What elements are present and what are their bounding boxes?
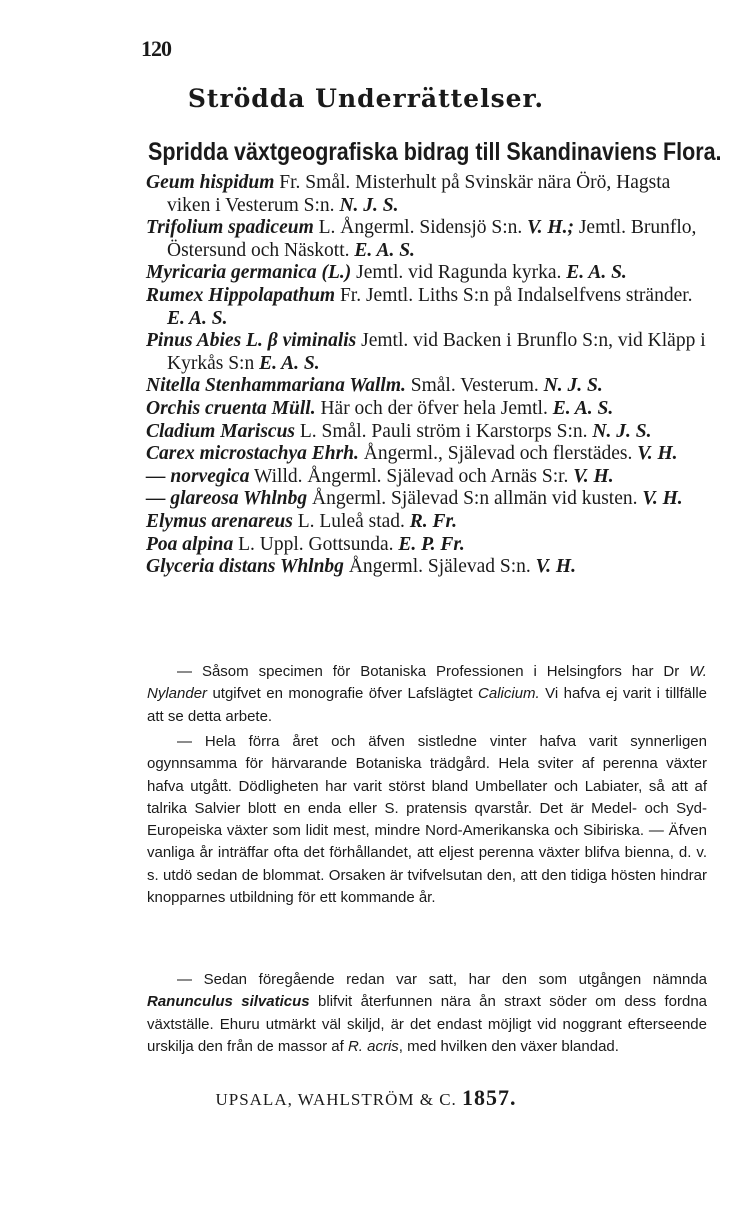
species-name: — norvegica bbox=[146, 465, 250, 487]
note-paragraph: — Såsom specimen för Botaniska Professionen i Helsingfors har Dr W. Nylander utgifvet en monografie öfver Lafslägtet Calicium. Vi hafva ej varit i tillfälle att se detta arbete. bbox=[147, 663, 708, 725]
collector-signature: N. J. S. bbox=[592, 420, 652, 442]
note-paragraph: — Sedan föregående redan var satt, har den som utgången nämnda Ranunculus silvaticus blifvit återfunnen nära ån straxt söder om dess fordna växtställe. Ehuru utmärkt väl skiljd, är det endast möjligt vid noggrant efterseende urskilja den från de massor af R. acris, med hvilken den växer blandad. bbox=[147, 971, 707, 1055]
locality: L. Luleå stad. bbox=[297, 510, 405, 532]
species-name: Glyceria distans Whlnbg bbox=[146, 556, 344, 578]
locality: L. Ångerml. Sidensjö S:n. bbox=[318, 217, 523, 239]
species-name: Nitella Stenhammariana Wallm. bbox=[146, 375, 406, 397]
note-botanical-garden bbox=[147, 731, 707, 909]
species-name: Poa alpina bbox=[146, 533, 234, 555]
genus-name: Calicium. bbox=[478, 685, 540, 703]
collector-signature: E. A. S. bbox=[259, 352, 320, 374]
species-entry bbox=[146, 262, 706, 285]
section-heading: Strödda Underrättelser. bbox=[187, 84, 545, 113]
species-list bbox=[146, 172, 706, 579]
collector-signature: V. H. bbox=[642, 488, 683, 510]
imprint-year: 1857. bbox=[462, 1085, 517, 1110]
species-name: Pinus Abies L. β viminalis bbox=[146, 330, 357, 352]
species-entry bbox=[146, 511, 706, 534]
locality: L. Smål. Pauli ström i Karstorps S:n. bbox=[299, 420, 588, 442]
species-name: Geum hispidum bbox=[146, 172, 275, 193]
locality: Jemtl. vid Ragunda kyrka. bbox=[356, 262, 562, 284]
species-entry bbox=[146, 172, 706, 217]
collector-signature: E. A. S. bbox=[552, 397, 614, 419]
species-name: — glareosa Whlnbg bbox=[146, 488, 308, 510]
collector-signature: V. H. bbox=[637, 443, 678, 465]
species-entry bbox=[146, 375, 706, 398]
imprint-printer: WAHLSTRÖM & C. bbox=[297, 1090, 457, 1109]
note-ranunculus bbox=[147, 969, 707, 1058]
species-name: Orchis cruenta Müll. bbox=[146, 397, 316, 419]
species-name: Elymus arenareus bbox=[146, 510, 293, 532]
species-entry bbox=[146, 488, 706, 511]
note-paragraph: — Hela förra året och äfven sistledne vinter hafva varit synnerligen ogynnsamma för härvarande Botaniska trädgård. Hela sviter af perenna växter hafva utgått. Dödligheten har varit störst bland Umbellater och Labiater, så att af talrika Salvier blott en enda eller S. pratensis qvarstår. Det är Medel- och Syd-Europeiska växter som lidit mest, mindre Nord-Amerikanska och Sibiriska. — Äfven vanliga år inträffar ofta det förhållandet, att eljest perenna växter blifva bienna, d. v. s. utdö sedan de blommat. Orsaken är tvifvelsutan den, att den tidiga hösten hindrar knopparnes utbildning för ett kommande år. bbox=[147, 733, 707, 907]
collector-signature: N. J. S. bbox=[339, 194, 399, 216]
species-name: Rumex Hippolapathum bbox=[146, 284, 336, 306]
species-name: Trifolium spadiceum bbox=[146, 217, 314, 239]
collector-signature: E. P. Fr. bbox=[398, 533, 465, 555]
note-nylander bbox=[147, 661, 707, 728]
locality: Jemtl. vid Backen i Brunflo S:n, vid Kläpp i Kyrkås S:n bbox=[167, 330, 706, 374]
imprint bbox=[0, 1085, 732, 1111]
collector-signature: E. A. S. bbox=[566, 262, 627, 284]
imprint-place: UPSALA, bbox=[215, 1090, 293, 1109]
locality: Fr. Jemtl. Liths S:n på Indalselfvens stränder. bbox=[339, 284, 693, 306]
species-entry bbox=[146, 330, 706, 375]
locality: Ångerml. Själevad S:n. bbox=[348, 556, 531, 578]
locality: Jemtl. Brunflo, Östersund och Näskott. bbox=[167, 217, 697, 261]
species-entry bbox=[146, 443, 706, 466]
species-name: R. acris bbox=[347, 1037, 399, 1055]
article-title: Spridda växtgeografiska bidrag till Skandinaviens Flora. bbox=[148, 138, 722, 166]
locality: L. Uppl. Gottsunda. bbox=[238, 533, 394, 555]
collector-signature: E. A. S. bbox=[354, 239, 415, 261]
species-entry bbox=[146, 556, 706, 579]
collector-signature: R. Fr. bbox=[409, 510, 457, 532]
locality: Ångerml., Själevad och flerstädes. bbox=[363, 443, 633, 465]
species-name: Carex microstachya Ehrh. bbox=[146, 443, 359, 465]
locality: Här och der öfver hela Jemtl. bbox=[320, 397, 548, 419]
locality: Fr. Smål. Misterhult på Svinskär nära Örö, Hagsta viken i Vesterum S:n. bbox=[167, 172, 671, 216]
locality: Willd. Ångerml. Själevad och Arnäs S:r. bbox=[253, 465, 569, 487]
species-name: Ranunculus silvaticus bbox=[147, 993, 310, 1011]
species-entry bbox=[146, 421, 706, 444]
species-entry bbox=[146, 217, 706, 262]
person-name: W. Nylander bbox=[147, 663, 707, 703]
species-entry bbox=[146, 285, 706, 330]
species-name: Myricaria germanica (L.) bbox=[146, 262, 352, 284]
collector-signature: V. H. bbox=[535, 556, 576, 578]
collector-signature: V. H.; bbox=[527, 217, 574, 239]
collector-signature: N. J. S. bbox=[543, 375, 603, 397]
locality: Ångerml. Själevad S:n allmän vid kusten. bbox=[311, 488, 638, 510]
species-entry bbox=[146, 466, 706, 489]
species-entry bbox=[146, 534, 706, 557]
species-name: Cladium Mariscus bbox=[146, 420, 296, 442]
page-number: 120 bbox=[141, 36, 171, 61]
collector-signature: V. H. bbox=[573, 465, 614, 487]
collector-signature: E. A. S. bbox=[167, 307, 228, 329]
species-entry bbox=[146, 398, 706, 421]
locality: Smål. Vesterum. bbox=[410, 375, 539, 397]
